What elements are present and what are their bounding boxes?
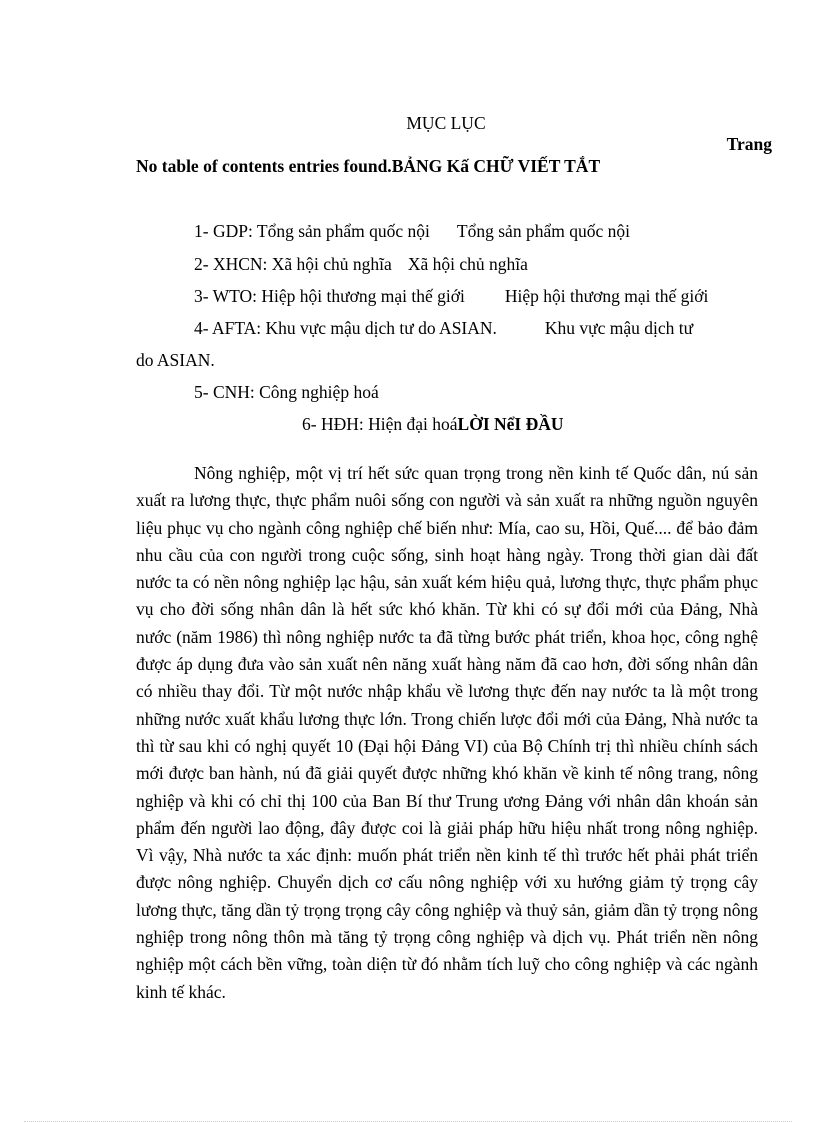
abbreviation-label: 1- GDP: Tổng sản phẩm quốc nội	[194, 221, 430, 241]
intro-paragraph: Nông nghiệp, một vị trí hết sức quan trọng trong nền kinh tế Quốc dân, nú sản xuất ra lương thực, thực phẩm nuôi sống con người và sản xuất ra những nguồn nguyên liệu phục vụ cho ngành công nghiệp chế biến như: Mía, cao su, Hồi, Quế.... để bảo đảm nhu cầu của con người trong cuộc sống, sinh hoạt hàng ngày. Trong thời gian dài đất nước ta có nền nông nghiệp lạc hậu, sản xuất kém hiệu quả, lương thực, thực phẩm phục vụ cho đời sống nhân dân là hết sức khó khăn. Từ khi có sự đổi mới của Đảng, Nhà nước (năm 1986) thì nông nghiệp nước ta đã từng bước phát triển, khoa học, công nghệ được áp dụng đưa vào sản xuất nên năng xuất hàng năm đã cao hơn, đời sống nhân dân có nhiều thay đổi. Từ một nước nhập khẩu về lương thực đến nay nước ta là một trong những nước xuất khẩu lương thực lớn. Trong chiến lược đổi mới của Đảng, Nhà nước ta thì từ sau khi có nghị quyết 10 (Đại hội Đảng VI) của Bộ Chính trị thì nhiều chính sách mới được ban hành, nú đã giải quyết được những khó khăn về kinh tế nông trang, nông nghiệp và khi có chỉ thị 100 của Ban Bí thư Trung ương Đảng với nhân dân khoán sản phẩm đến người lao động, đây được coi là giải pháp hữu hiệu nhất trong nông nghiệp. Vì vậy, Nhà nước ta xác định: muốn phát triển nền kinh tế thì trước hết phải phát triển được nông nghiệp. Chuyển dịch cơ cấu nông nghiệp với xu hướng giảm tỷ trọng cây lương thực, tăng dần tỷ trọng trọng cây công nghiệp và thuỷ sản, giảm dần tỷ trọng nông nghiệp trong nông thôn mà tăng tỷ trọng công nghiệp và dịch vụ. Phát triển nền nông nghiệp một cách bền vững, toàn diện từ đó nhằm tích luỹ cho công nghiệp và các ngành kinh tế khác.	[136, 463, 758, 1002]
abbreviations-heading: BẢNG Kấ CHỮ VIẾT TẮT	[391, 156, 601, 176]
abbreviation-meaning-continuation: do ASIAN.	[136, 350, 215, 370]
abbreviation-item	[194, 221, 630, 242]
intro-heading: LỜI NểI ĐẦU	[457, 414, 564, 434]
abbreviation-meaning: Khu vực mậu dịch tư	[544, 318, 694, 338]
abbreviation-item	[194, 286, 708, 307]
abbreviation-label: 5- CNH: Công nghiệp hoá	[194, 382, 379, 402]
abbreviation-label: 2- XHCN: Xã hội chủ nghĩa	[194, 254, 392, 274]
abbreviation-meaning: Tổng sản phẩm quốc nội	[456, 221, 630, 241]
abbreviation-meaning: Xã hội chủ nghĩa	[407, 254, 528, 274]
abbreviation-meaning: Hiệp hội thương mại thế giới	[504, 286, 709, 306]
abbreviation-item	[194, 318, 693, 339]
toc-page-header: Trang	[726, 134, 772, 154]
abbreviation-item	[194, 382, 379, 403]
abbreviation-label: 3- WTO: Hiệp hội thương mại thế giới	[194, 286, 465, 306]
page-bottom-divider	[24, 1121, 792, 1122]
abbreviation-label: 6- HĐH: Hiện đại hoá	[302, 414, 458, 434]
toc-empty-message: No table of contents entries found.	[136, 156, 392, 176]
toc-title: MỤC LỤC	[406, 113, 486, 133]
abbreviation-item	[302, 414, 564, 435]
toc-empty-line	[136, 156, 600, 177]
abbreviation-item	[194, 254, 528, 275]
abbreviation-label: 4- AFTA: Khu vực mậu dịch tư do ASIAN.	[194, 318, 497, 338]
